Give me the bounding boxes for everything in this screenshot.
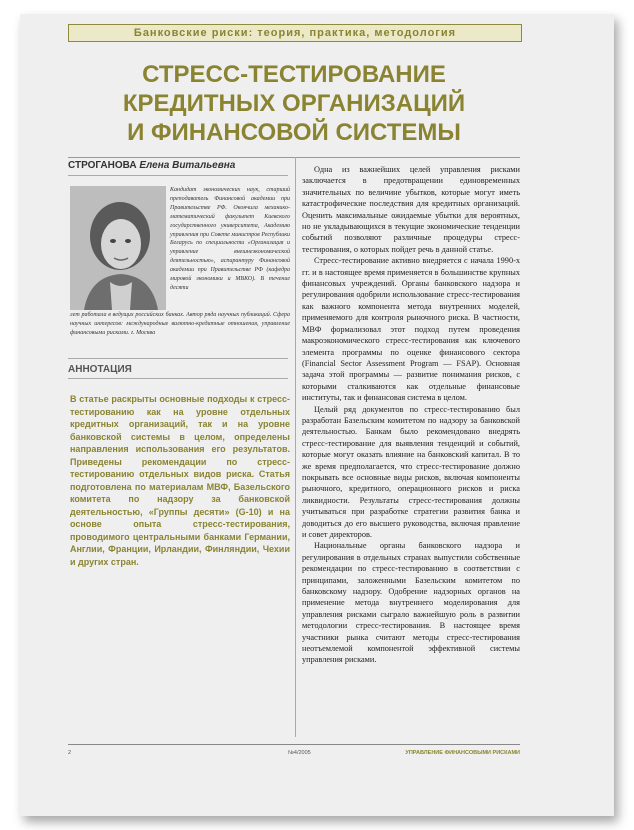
title-line-1: СТРЕСС-ТЕСТИРОВАНИЕ bbox=[142, 61, 446, 88]
annotation-divider-bottom bbox=[68, 378, 288, 379]
annotation-text: В статье раскрыты основные подходы к стресс-тестированию как на уровне отдельных кредитных организаций, так и на уровне банковской системы в целом, определены направления использования его результатов. Приведены рекомендации по стресс-тестированию отдельных видов риска. Статья подготовлена по материалам МВФ, Базельского комитета по надзору за банковской деятельностью, «Группы десяти» (G-10) и на основе опыта стресс-тестирования, проводимого центральными банками Германии, Англии, Франции, Ирландии, Финляндии, Чехии и других стран. bbox=[70, 394, 290, 567]
body-paragraph: Целый ряд документов по стресс-тестированию был разработан Базельским комитетом по надзору за банковской деятельностью. Банкам было рекомендовано внедрять стресс-тестирование для выявления тенденций и событий, которые могут оказать влияние на банковский капитал. В то же время предполагается, что стресс-тестирование должно покрывать все основные виды рисков, включая компоненты рыночного, кредитного, операционного рисков и риска ликвидности. Результаты стресс-тестирования должны учитываться при разработке стратегии развития банка и доводиться до его высшего руководства, включая правление и совет директоров. bbox=[302, 404, 520, 539]
author-surname: СТРОГАНОВА bbox=[68, 160, 137, 171]
author-name bbox=[68, 160, 235, 171]
page-number: 2 bbox=[68, 750, 72, 756]
article-body bbox=[302, 164, 520, 666]
column-divider bbox=[295, 157, 296, 737]
title-line-3: И ФИНАНСОВОЙ СИСТЕМЫ bbox=[127, 119, 461, 146]
title-line-2: КРЕДИТНЫХ ОРГАНИЗАЦИЙ bbox=[122, 90, 466, 117]
footer-rule bbox=[68, 744, 520, 745]
author-divider bbox=[68, 175, 288, 176]
annotation-divider-top bbox=[68, 358, 288, 359]
journal-name: УПРАВЛЕНИЕ ФИНАНСОВЫМИ РИСКАМИ bbox=[405, 750, 520, 756]
section-header: Банковские риски: теория, практика, методология bbox=[68, 24, 522, 42]
body-paragraph: Стресс-тестирование активно внедряется с начала 1990-х гг. и в настоящее время применяется в большинстве крупных финансовых учреждений. Органы банковского надзора и регулирования одобрили использование стресс-тестирования как важного компонента метода внутренних моделей, применяемого для контроля рыночного риска. В частности, МВФ формализовал этот подход путем проведения макроэкономического стресс-тестирования как ключевого элемента программы по оценке финансового сектора (Financial Sector Assessment Program — FSAP). Основная задача этой программы — развитие понимания рисков, с которыми сталкиваются как отдельные финансовые институты, так и финансовая система в целом. bbox=[302, 256, 520, 403]
author-bio: Кандидат экономических наук, старший преподаватель Финансовой академии при Правительстве РФ. Окончила механико-математический факультет Киевского государственного университета, Академию управления при Совете министров Республики Беларусь по специальности «Организация и управление внешнеэкономической деятельностью», аспирантуру Финансовой академии при Правительстве РФ (кафедра мировой экономики и МВКО). В течение десяти bbox=[170, 187, 290, 291]
author-given-names: Елена Витальевна bbox=[139, 160, 236, 171]
author-photo bbox=[70, 186, 166, 310]
title-divider bbox=[68, 157, 520, 158]
article-title bbox=[68, 60, 520, 147]
annotation-heading: АННОТАЦИЯ bbox=[68, 364, 132, 375]
portrait-illustration bbox=[70, 186, 166, 310]
body-paragraph: Одна из важнейших целей управления рисками заключается в предотвращении единовременных значительных по величине убытков, которые могут иметь катастрофические последствия для кредитных организаций. Оценить максимальные ожидаемые убытки для вероятных, но не укладывающихся в текущие экономические тенденции событий позволяют различные процедуры стресс-тестирования, о которых пойдет речь в данной статье. bbox=[302, 165, 520, 254]
issue-number: №4/2005 bbox=[288, 750, 311, 756]
body-paragraph: Национальные органы банковского надзора и регулирования в отдельных странах выпустили собственные рекомендации по стресс-тестированию в соответствии с принципами, заложенными Базельским комитетом по банковскому надзору. Одобрение надзорных органов на применение метода внутреннего моделирования для управления рисками сыграло важнейшую роль в развитии методологии стресс-тестирования. В настоящее время участники рынка считают методы стресс-тестирования неотъемлемой компонентой эффективной системы управления рисками. bbox=[302, 541, 520, 665]
author-bio-continued: лет работала в ведущих российских банках. Автор ряда научных публикаций. Сфера научных интересов: международные валютно-кредитные отношения, управление финансовыми рисками. г. Москва bbox=[70, 312, 290, 336]
